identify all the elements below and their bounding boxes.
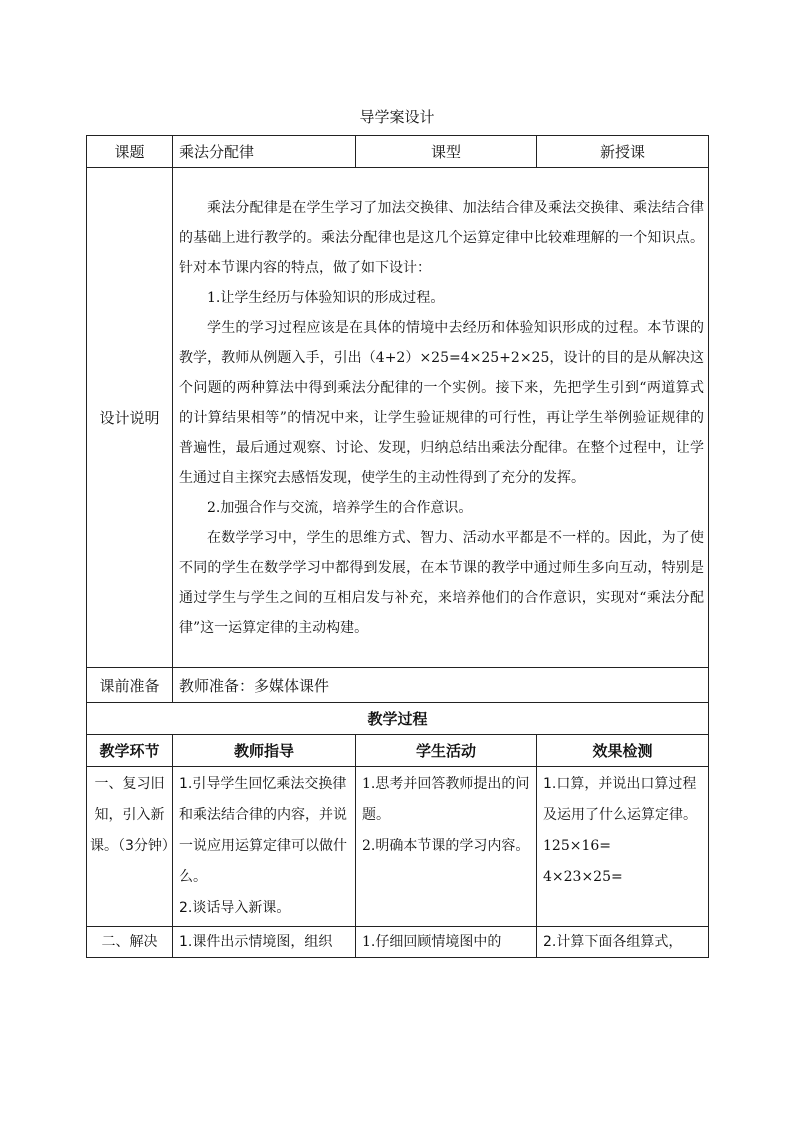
check-item: 1.口算，并说出口算过程及运用了什么运算定律。 <box>543 776 697 823</box>
process-title-row <box>87 703 709 735</box>
teacher-item: 1.引导学生回忆乘法交换律和乘法结合律的内容，并说一说应用运算定律可以做什么。 <box>179 776 347 885</box>
student-cell <box>356 927 537 958</box>
process-row <box>87 767 709 927</box>
check-cell <box>537 767 709 927</box>
document-title: 导学案设计 <box>359 108 435 126</box>
design-text <box>173 168 709 668</box>
process-title: 教学过程 <box>87 703 709 735</box>
design-paragraph: 2.加强合作与交流，培养学生的合作意识。 <box>207 499 473 516</box>
prep-label: 课前准备 <box>87 668 173 703</box>
student-item: 1.仔细回顾情境图中的 <box>362 934 502 950</box>
prep-row <box>87 668 709 703</box>
column-header: 效果检测 <box>537 735 709 767</box>
type-label: 课型 <box>356 136 537 168</box>
teacher-item: 1.课件出示情境图，组织 <box>179 934 333 950</box>
prep-value: 教师准备：多媒体课件 <box>173 668 709 703</box>
header-row <box>87 136 709 168</box>
design-row <box>87 168 709 668</box>
design-paragraph: 1.让学生经历与体验知识的形成过程。 <box>207 289 445 306</box>
check-cell <box>537 927 709 958</box>
stage-cell: 二、解决 <box>87 927 173 958</box>
check-item: 4×23×25= <box>543 869 623 885</box>
teacher-cell <box>173 927 356 958</box>
design-label: 设计说明 <box>87 168 173 668</box>
check-item: 125×16= <box>543 838 611 854</box>
design-paragraph: 乘法分配律是在学生学习了加法交换律、加法结合律及乘法交换律、乘法结合律的基础上进行教学的。乘法分配律也是这几个运算定律中比较难理解的一个知识点。针对本节课内容的特点，做了如下设计： <box>179 199 704 276</box>
lesson-plan-table <box>86 135 709 958</box>
column-header: 教师指导 <box>173 735 356 767</box>
student-item: 1.思考并回答教师提出的问题。 <box>362 776 530 823</box>
process-header-row <box>87 735 709 767</box>
process-row <box>87 927 709 958</box>
teacher-cell <box>173 767 356 927</box>
topic-label: 课题 <box>87 136 173 168</box>
teacher-item: 2.谈话导入新课。 <box>179 900 291 916</box>
design-paragraph: 学生的学习过程应该是在具体的情境中去经历和体验知识形成的过程。本节课的教学，教师从例题入手，引出（4+2）×25=4×25+2×25，设计的目的是从解决这个问题的两种算法中得到乘法分配律的一个实例。接下来，先把学生引到“两道算式的计算结果相等”的情况中来，让学生验证规律的可行性，再让学生举例验证规律的普遍性，最后通过观察、讨论、发现，归纳总结出乘法分配律。在整个过程中，让学生通过自主探究去感悟发现，使学生的主动性得到了充分的发挥。 <box>179 319 704 486</box>
type-value: 新授课 <box>537 136 709 168</box>
topic-value: 乘法分配律 <box>173 136 356 168</box>
check-item: 2.计算下面各组算式， <box>543 934 683 950</box>
design-paragraph: 在数学学习中，学生的思维方式、智力、活动水平都是不一样的。因此，为了使不同的学生在数学学习中都得到发展，在本节课的教学中通过师生多向互动，特别是通过学生与学生之间的互相启发与补充，来培养他们的合作意识，实现对“乘法分配律”这一运算定律的主动构建。 <box>179 529 704 636</box>
student-item: 2.明确本节课的学习内容。 <box>362 838 530 854</box>
stage-cell: 一、复习旧知，引入新课。（3分钟） <box>87 767 173 927</box>
student-cell <box>356 767 537 927</box>
column-header: 教学环节 <box>87 735 173 767</box>
column-header: 学生活动 <box>356 735 537 767</box>
